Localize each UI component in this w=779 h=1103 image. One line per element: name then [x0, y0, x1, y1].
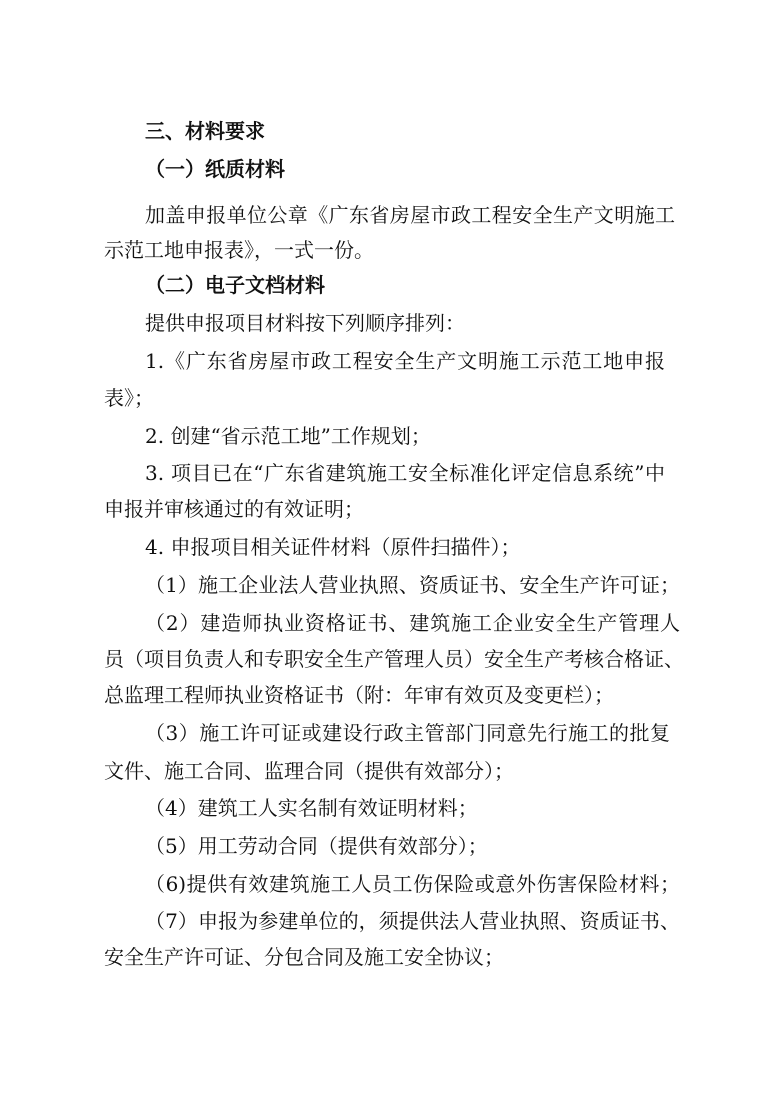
list-item: 1.《广东省房屋市政工程安全生产文明施工示范工地申报: [145, 349, 665, 373]
intro-line: 提供申报项目材料按下列顺序排列：: [145, 311, 465, 335]
list-item-continued: 表》；: [104, 386, 154, 410]
sub-list-item-continued: 员（项目负责人和专职安全生产管理人员）安全生产考核合格证、: [104, 647, 684, 671]
sub-list-item: （2）建造师执业资格证书、建筑施工企业安全生产管理人: [145, 611, 680, 635]
sub-list-item-continued: 总监理工程师执业资格证书（附：年审有效页及变更栏）；: [104, 683, 614, 707]
list-item: 2. 创建“省示范工地”工作规划；: [145, 424, 431, 448]
sub-list-item: （6)提供有效建筑施工人员工伤保险或意外伤害保险材料；: [145, 872, 680, 896]
sub-heading-electronic: （二）电子文档材料: [145, 273, 325, 297]
sub-list-item-continued: 文件、施工合同、监理合同（提供有效部分）；: [104, 759, 514, 783]
list-item: 4. 申报项目相关证件材料（原件扫描件）；: [145, 535, 521, 559]
section-heading: 三、材料要求: [145, 119, 265, 143]
sub-heading-paper: （一）纸质材料: [145, 157, 285, 181]
paragraph-line: 加盖申报单位公章《广东省房屋市政工程安全生产文明施工: [145, 203, 675, 227]
list-item-continued: 申报并审核通过的有效证明；: [104, 497, 364, 521]
sub-list-item: （3）施工许可证或建设行政主管部门同意先行施工的批复: [145, 721, 670, 745]
paragraph-line: 示范工地申报表》，一式一份。: [104, 238, 374, 262]
sub-list-item: （4）建筑工人实名制有效证明材料；: [145, 796, 478, 820]
sub-list-item: （1）施工企业法人营业执照、资质证书、安全生产许可证；: [145, 573, 680, 597]
sub-list-item: （5）用工劳动合同（提供有效部分）；: [145, 834, 488, 858]
sub-list-item: （7）申报为参建单位的，须提供法人营业执照、资质证书、: [145, 909, 680, 933]
sub-list-item-continued: 安全生产许可证、分包合同及施工安全协议；: [104, 945, 504, 969]
list-item: 3. 项目已在“广东省建筑施工安全标准化评定信息系统”中: [145, 461, 665, 485]
